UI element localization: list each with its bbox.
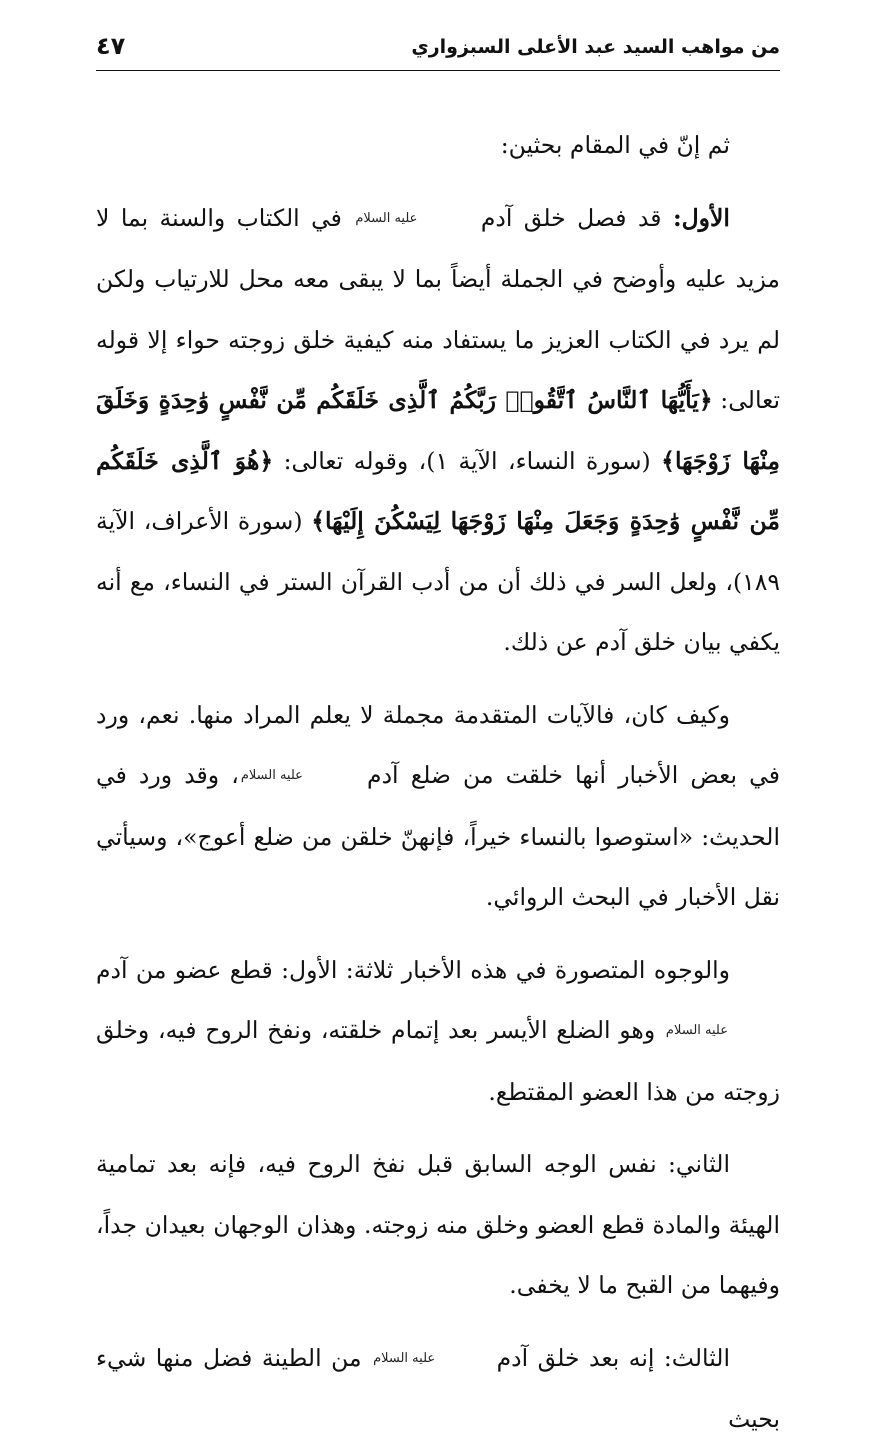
paragraph-intro (96, 115, 780, 176)
paragraph-first-topic (96, 188, 780, 673)
paragraph-text: في الكتاب والسنة بما لا مزيد عليه وأوضح في الجملة أيضاً بما لا يبقى معه محل للارتياب ولكن لم يرد في الكتاب العزيز ما يستفاد منه كيفية خلق زوجته حواء إلا قوله تعالى: (96, 203, 780, 414)
book-page (96, 30, 780, 1433)
paragraph-text: الثاني: نفس الوجه السابق قبل نفخ الروح فيه، فإنه بعد تمامية الهيئة والمادة قطع العضو وخلق منه زوجته. وهذان الوجهان بعيدان جداً، وفيهما من القبح ما لا يخفى. (96, 1150, 780, 1299)
book-title: من مواهب السيد عبد الأعلى السبزواري (411, 36, 780, 58)
paragraph-text: وهو الضلع الأيسر بعد إتمام خلقته، ونفخ الروح فيه، وخلق زوجته من هذا العضو المقتطع. (96, 1016, 780, 1106)
honorific-glyph: عليه السلام (355, 210, 418, 226)
quran-verse: ﴿هُوَ ٱلَّذِى خَلَقَكُم مِّن نَّفْسٍ وَٰحِدَةٍ وَجَعَلَ مِنْهَا زَوْجَهَا لِيَسْكُنَ إِلَيْهَا﴾ (96, 446, 780, 535)
paragraph-third (96, 1328, 780, 1450)
paragraph-aspects (96, 940, 780, 1123)
honorific-glyph: عليه السلام (240, 768, 303, 783)
verse-reference: (سورة النساء، الآية ١)، وقوله تعالى: (283, 446, 651, 475)
honorific-glyph: عليه السلام (665, 1023, 728, 1038)
hadith-quote: «استوصوا بالنساء خيراً، فإنهنّ خلقن من ضلع أعوج» (183, 822, 694, 851)
quran-verse: ﴿يَأَيُّهَا ٱلنَّاسُ ٱتَّقُوا۟ رَبَّكُمُ ٱلَّذِى خَلَقَكُم مِّن نَّفْسٍ وَٰحِدَةٍ وَخَلَقَ مِنْهَا زَوْجَهَا﴾ (96, 386, 780, 475)
paragraph-hadith (96, 685, 780, 928)
verse-reference: (سورة الأعراف، الآية ١٨٩)، ولعل السر في ذلك أن من أدب القرآن الستر في النساء، مع أنه يكفي بيان خلق آدم عن ذلك. (96, 507, 780, 656)
paragraph-second (96, 1134, 780, 1316)
honorific-glyph: عليه السلام (373, 1350, 436, 1366)
paragraph-text: من الطينة فضل منها شيء بحيث (96, 1343, 780, 1433)
paragraph-text: قد فصل خلق آدم (480, 203, 662, 232)
paragraph-text: ، وسيأتي نقل الأخبار في البحث الروائي. (96, 822, 780, 911)
paragraph-text: ، وقد ورد في الحديث: (96, 761, 780, 851)
paragraph-text: ثم إنّ في المقام بحثين: (500, 131, 730, 159)
page-number: ٤٧ (96, 32, 126, 60)
body-text (96, 115, 780, 1450)
paragraph-text: الثالث: إنه بعد خلق آدم (496, 1343, 730, 1372)
paragraph-text: والوجوه المتصورة في هذه الأخبار ثلاثة: الأول: قطع عضو من آدم (96, 955, 730, 984)
lead-word: الأول: (672, 203, 730, 232)
running-header (96, 30, 780, 71)
paragraph-text: وكيف كان، فالآيات المتقدمة مجملة لا يعلم المراد منها. نعم، ورد في بعض الأخبار أنها خلقت من ضلع آدم (96, 700, 780, 789)
